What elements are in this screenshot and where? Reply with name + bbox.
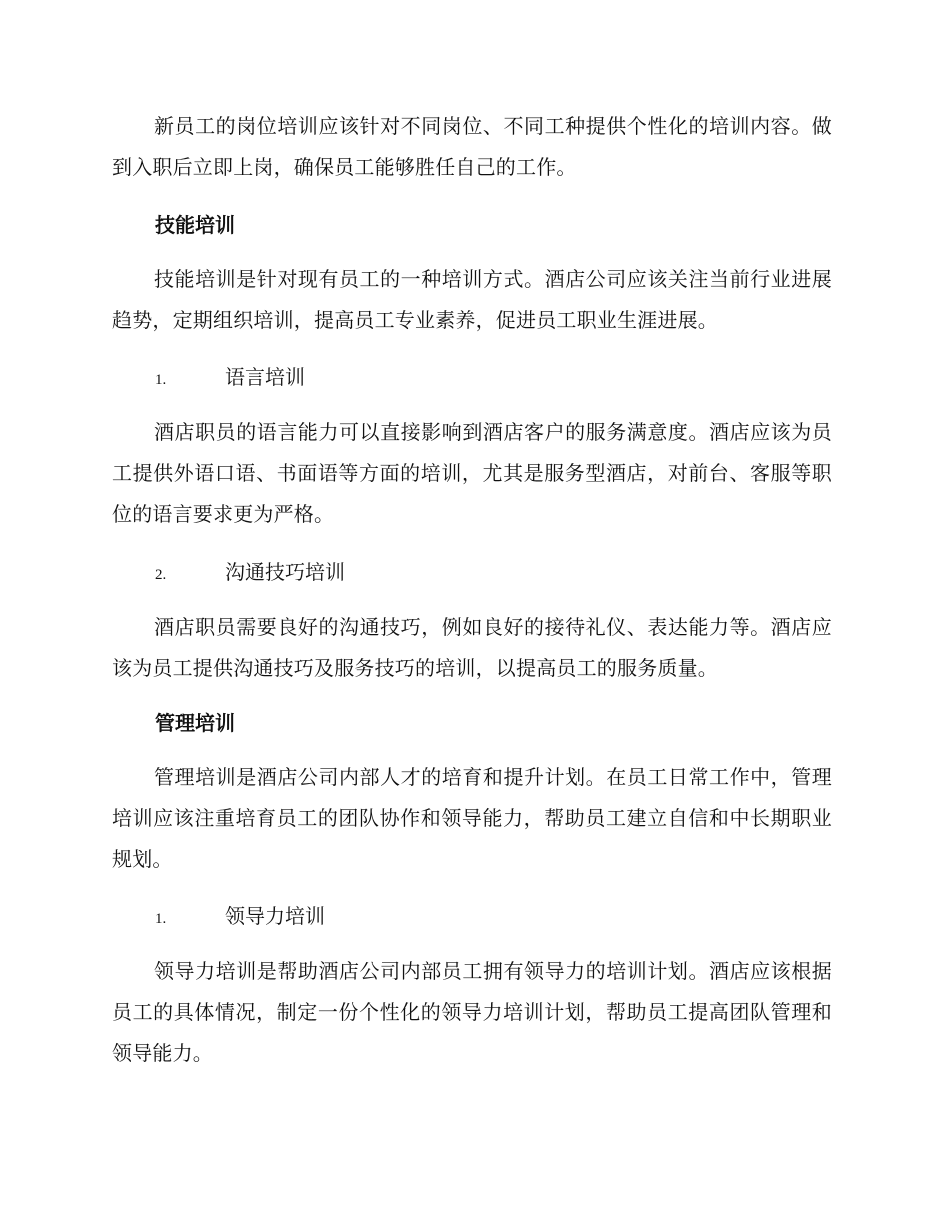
list-label: 领导力培训 [225, 904, 325, 928]
list-item-leadership-training [155, 901, 325, 934]
list-item-language-training [155, 362, 305, 395]
paragraph-skills-training: 技能培训是针对现有员工的一种培训方式。酒店公司应该关注当前行业进展趋势，定期组织培训，提高员工专业素养，促进员工职业生涯进展。 [112, 267, 832, 332]
paragraph-communication-training: 酒店职员需要良好的沟通技巧，例如良好的接待礼仪、表达能力等。酒店应该为员工提供沟通技巧及服务技巧的培训，以提高员工的服务质量。 [112, 615, 832, 680]
list-label: 沟通技巧培训 [225, 560, 345, 584]
list-item-communication-training [155, 557, 345, 590]
list-number: 1. [155, 372, 167, 388]
paragraph-new-employee-training: 新员工的岗位培训应该针对不同岗位、不同工种提供个性化的培训内容。做到入职后立即上岗，确保员工能够胜任自己的工作。 [112, 114, 832, 179]
heading-management-training: 管理培训 [155, 711, 235, 735]
list-number: 1. [155, 911, 167, 927]
paragraph-language-training: 酒店职员的语言能力可以直接影响到酒店客户的服务满意度。酒店应该为员工提供外语口语、书面语等方面的培训，尤其是服务型酒店，对前台、客服等职位的语言要求更为严格。 [112, 420, 832, 526]
list-label: 语言培训 [225, 365, 305, 389]
heading-skills-training: 技能培训 [155, 213, 235, 237]
paragraph-leadership-training: 领导力培训是帮助酒店公司内部员工拥有领导力的培训计划。酒店应该根据员工的具体情况，制定一份个性化的领导力培训计划，帮助员工提高团队管理和领导能力。 [112, 959, 832, 1065]
list-number: 2. [155, 567, 167, 583]
paragraph-management-training: 管理培训是酒店公司内部人才的培育和提升计划。在员工日常工作中，管理培训应该注重培育员工的团队协作和领导能力，帮助员工建立自信和中长期职业规划。 [112, 765, 832, 871]
